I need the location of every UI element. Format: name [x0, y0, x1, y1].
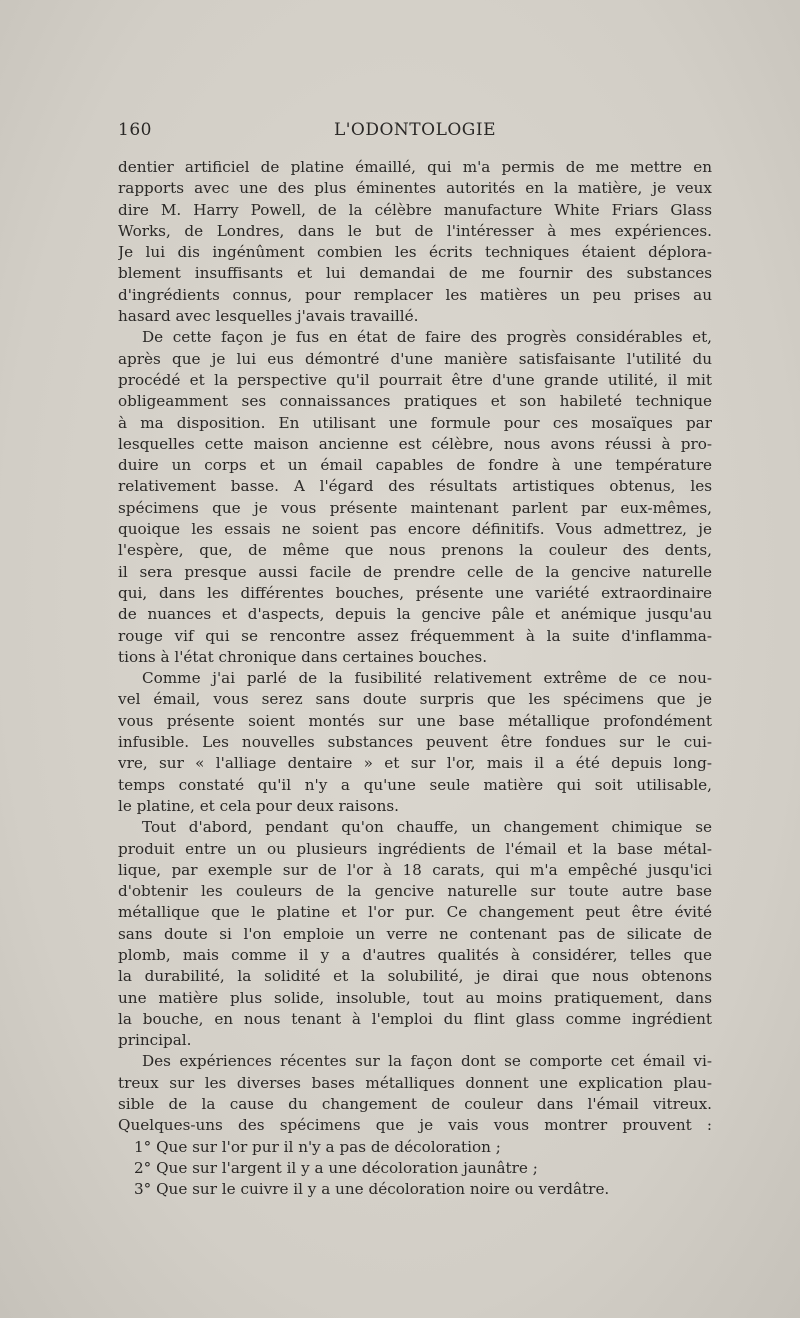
text-line: procédé et la perspective qu'il pourrait être d'une grande utilité, il mit [118, 370, 712, 389]
text-line: lique, par exemple sur de l'or à 18 carats, qui m'a empêché jusqu'ici [118, 860, 712, 879]
text-line: d'ingrédients connus, pour remplacer les matières un peu prises au [118, 285, 712, 304]
text-line: il sera presque aussi facile de prendre celle de la gencive naturelle [118, 562, 712, 581]
list-item: 1° Que sur l'or pur il n'y a pas de décoloration ; [134, 1137, 501, 1156]
text-line: blement insuffisants et lui demandai de me fournir des substances [118, 264, 712, 283]
text-line: vous présente soient montés sur une base métallique profondément [118, 711, 712, 730]
text-line: d'obtenir les couleurs de la gencive naturelle sur toute autre base [118, 882, 712, 901]
text-line: le platine, et cela pour deux raisons. [118, 796, 399, 815]
text-line: sible de la cause du changement de couleur dans l'émail vitreux. [118, 1095, 712, 1114]
text-line: dentier artificiel de platine émaillé, qui m'a permis de me mettre en [118, 158, 712, 176]
text-line: après que je lui eus démontré d'une manière satisfaisante l'utilité du [118, 349, 712, 368]
text-line: infusible. Les nouvelles substances peuvent être fondues sur le cui- [118, 733, 712, 752]
text-line: relativement basse. A l'égard des résultats artistiques obtenus, les [118, 477, 712, 496]
text-line: à ma disposition. En utilisant une formule pour ces mosaïques par [118, 413, 712, 432]
text-line: Je lui dis ingénûment combien les écrits techniques étaient déplora- [118, 243, 712, 262]
text-line: Quelques-uns des spécimens que je vais vous montrer prouvent : [118, 1116, 712, 1135]
text-line: de nuances et d'aspects, depuis la gencive pâle et anémique jusqu'au [118, 605, 712, 624]
text-line: obligeamment ses connaissances pratiques et son habileté technique [118, 392, 712, 411]
page-header [118, 120, 712, 144]
text-line: l'espère, que, de même que nous prenons la couleur des dents, [118, 541, 712, 560]
text-line: produit entre un ou plusieurs ingrédients de l'émail et la base métal- [118, 839, 712, 858]
text-line: Tout d'abord, pendant qu'on chauffe, un changement chimique se [142, 818, 712, 837]
text-line: duire un corps et un émail capables de fondre à une température [118, 456, 712, 475]
text-line: hasard avec lesquelles j'avais travaillé. [118, 307, 419, 326]
body-text [118, 157, 712, 1201]
text-line: la durabilité, la solidité et la solubilité, je dirai que nous obtenons [118, 967, 712, 986]
text-line: Des expériences récentes sur la façon dont se comporte cet émail vi- [142, 1052, 712, 1071]
text-line: plomb, mais comme il y a d'autres qualités à considérer, telles que [118, 945, 712, 964]
text-line: Comme j'ai parlé de la fusibilité relativement extrême de ce nou- [142, 669, 712, 688]
list-item: 2° Que sur l'argent il y a une décoloration jaunâtre ; [134, 1158, 538, 1177]
text-line: rouge vif qui se rencontre assez fréquemment à la suite d'inflamma- [118, 626, 712, 645]
text-line: rapports avec une des plus éminentes autorités en la matière, je veux [118, 179, 712, 198]
text-line: tions à l'état chronique dans certaines bouches. [118, 647, 488, 666]
text-line: temps constaté qu'il n'y a qu'une seule matière qui soit utilisable, [118, 775, 712, 794]
text-line: une matière plus solide, insoluble, tout au moins pratiquement, dans [118, 988, 712, 1007]
text-line: la bouche, en nous tenant à l'emploi du flint glass comme ingrédient [118, 1009, 712, 1028]
running-title: L'ODONTOLOGIE [333, 120, 497, 140]
text-line: vre, sur « l'alliage dentaire » et sur l'or, mais il a été depuis long- [118, 754, 712, 773]
text-line: qui, dans les différentes bouches, présente une variété extraordinaire [118, 583, 712, 602]
text-line: quoique les essais ne soient pas encore définitifs. Vous admettrez, je [118, 520, 712, 539]
page-number: 160 [118, 120, 152, 140]
text-line: spécimens que je vous présente maintenant parlent par eux-mêmes, [118, 498, 712, 517]
text-line: lesquelles cette maison ancienne est célèbre, nous avons réussi à pro- [118, 434, 712, 453]
text-line: dire M. Harry Powell, de la célèbre manufacture White Friars Glass [118, 200, 712, 219]
text-line: De cette façon je fus en état de faire des progrès considérables et, [142, 328, 712, 347]
text-line: principal. [118, 1031, 192, 1050]
text-line: Works, de Londres, dans le but de l'intéresser à mes expériences. [118, 221, 712, 240]
text-line: treux sur les diverses bases métalliques donnent une explication plau- [118, 1073, 712, 1092]
list-item: 3° Que sur le cuivre il y a une décoloration noire ou verdâtre. [134, 1180, 610, 1199]
text-line: métallique que le platine et l'or pur. Ce changement peut être évité [118, 903, 712, 922]
text-line: vel émail, vous serez sans doute surpris que les spécimens que je [118, 690, 712, 709]
text-line: sans doute si l'on emploie un verre ne contenant pas de silicate de [118, 924, 712, 943]
